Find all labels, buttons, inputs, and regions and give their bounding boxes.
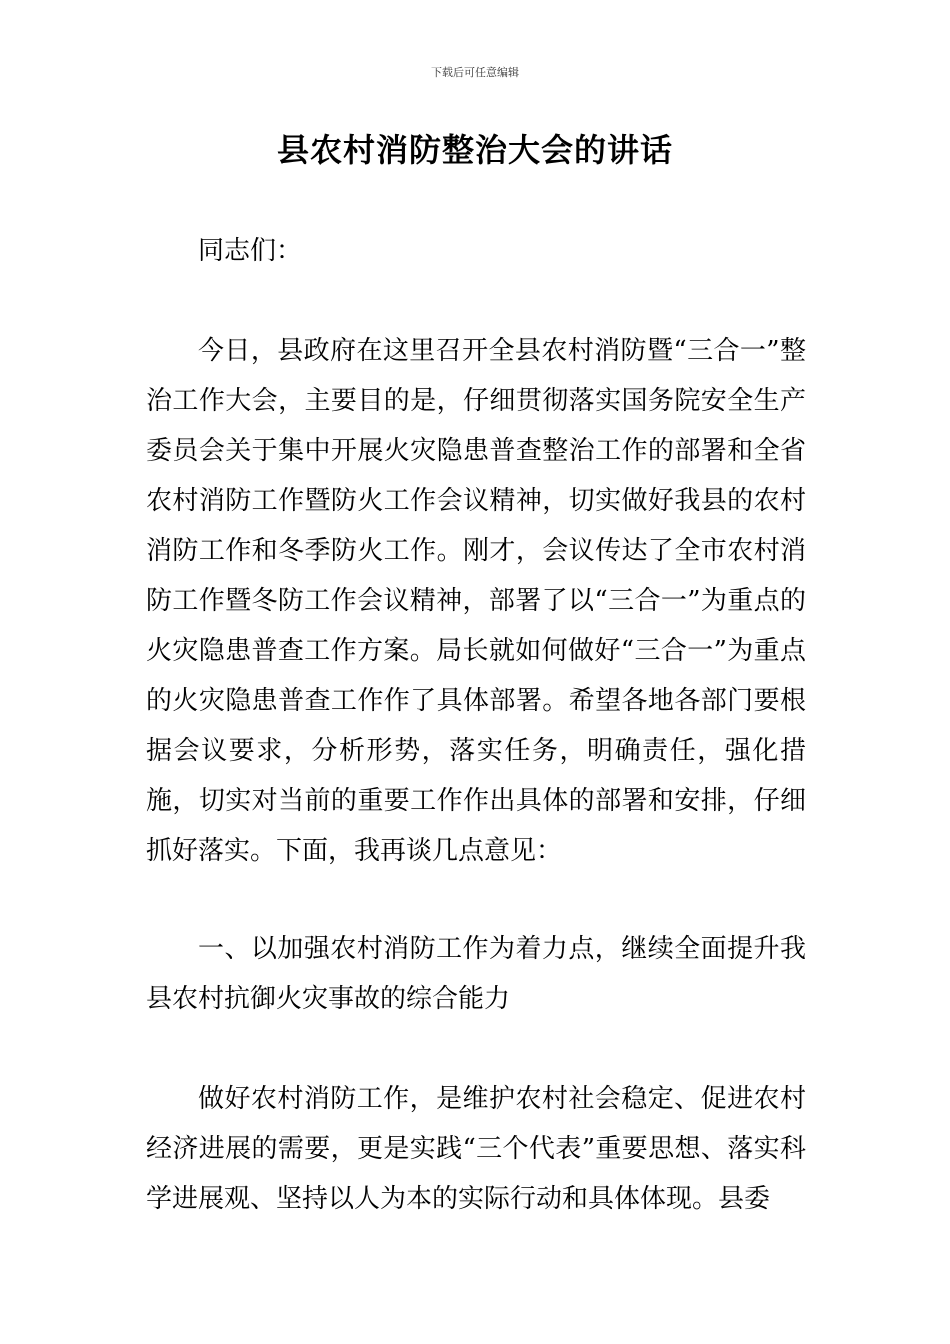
paragraph-1: 今日，县政府在这里召开全县农村消防暨“三合一”整治工作大会，主要目的是，仔细贯彻落实国务院安全生产委员会关于集中开展火灾隐患普查整治工作的部署和全省农村消防工作暨防火工作会议精神，切实做好我县的农村消防工作和冬季防火工作。刚才，会议传达了全市农村消防工作暨冬防工作会议精神，部署了以“三合一”为重点的火灾隐患普查工作方案。局长就如何做好“三合一”为重点的火灾隐患普查工作作了具体部署。希望各地各部门要根据会议要求，分析形势，落实任务，明确责任，强化措施，切实对当前的重要工作作出具体的部署和安排，仔细抓好落实。下面，我再谈几点意见：	[146, 336, 806, 866]
section-heading-1: 一、以加强农村消防工作为着力点，继续全面提升我县农村抗御火灾事故的综合能力	[146, 934, 806, 1014]
paragraph-2: 做好农村消防工作，是维护农村社会稳定、促进农村经济进展的需要，更是实践“三个代表”重要思想、落实科学进展观、坚持以人为本的实际行动和具体体现。县委	[146, 1084, 806, 1214]
document-title: 县农村消防整治大会的讲话	[276, 131, 673, 169]
header-note: 下载后可任意编辑	[431, 66, 519, 79]
greeting-line: 同志们：	[198, 236, 303, 266]
